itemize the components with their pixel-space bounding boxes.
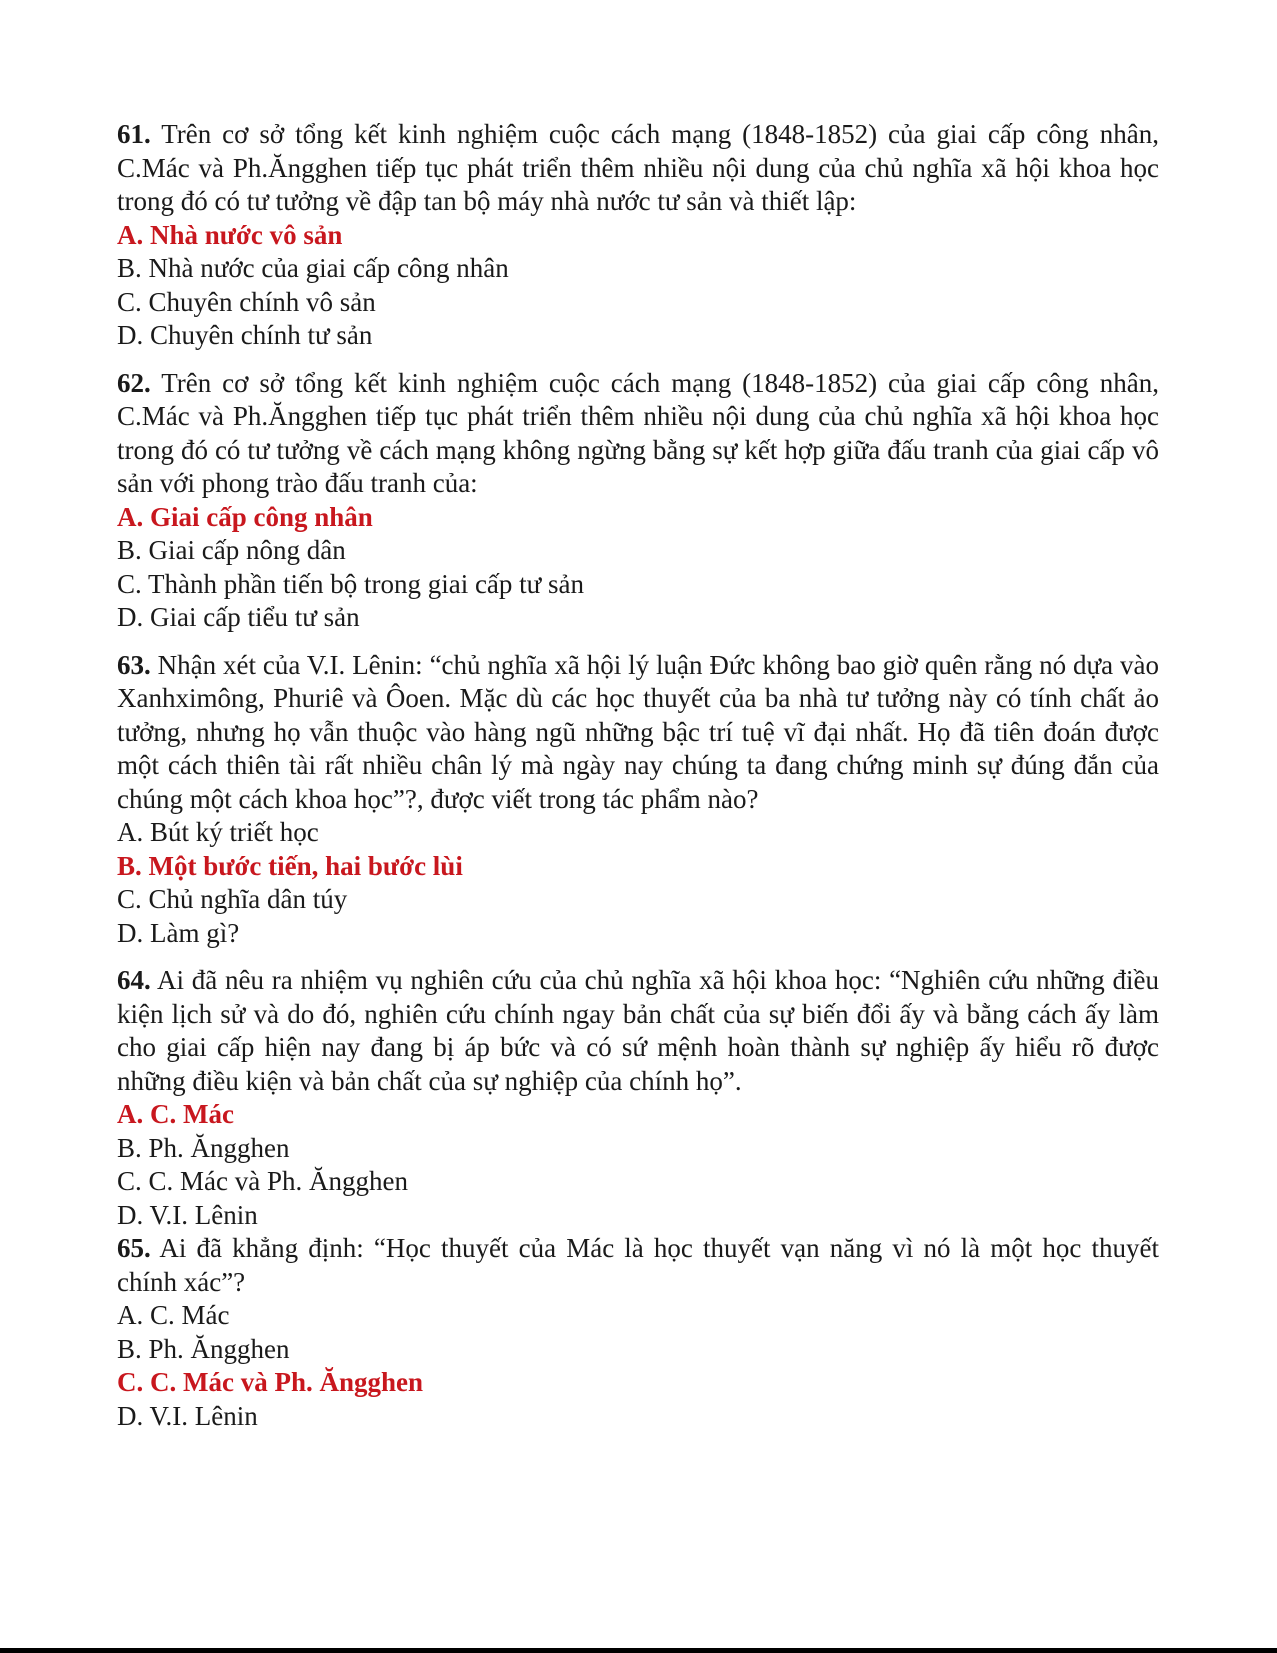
answer-options <box>117 816 1159 950</box>
answer-option-a: A. Bút ký triết học <box>117 817 319 847</box>
answer-option-c: C. C. Mác và Ph. Ăngghen <box>117 1367 424 1397</box>
answer-options <box>117 1098 1159 1232</box>
answer-option-c: C. C. Mác và Ph. Ăngghen <box>117 1166 408 1196</box>
question-text: Trên cơ sở tổng kết kinh nghiệm cuộc cách mạng (1848-1852) của giai cấp công nhân, C.Mác và Ph.Ăngghen tiếp tục phát triển thêm nhiều nội dung của chủ nghĩa xã hội khoa học trong đó có tư tưởng về đập tan bộ máy nhà nước tư sản và thiết lập: <box>117 119 1159 216</box>
question-number: 62. <box>117 367 151 398</box>
answer-option-c: C. Thành phần tiến bộ trong giai cấp tư sản <box>117 568 585 599</box>
answer-option-a: A. C. Mác <box>117 1099 234 1129</box>
question-text: Trên cơ sở tổng kết kinh nghiệm cuộc cách mạng (1848-1852) của giai cấp công nhân, C.Mác và Ph.Ăngghen tiếp tục phát triển thêm nhiều nội dung của chủ nghĩa xã hội khoa học trong đó có tư tưởng về cách mạng không ngừng bằng sự kết hợp giữa đấu tranh của giai cấp vô sản với phong trào đấu tranh của: <box>117 367 1159 498</box>
answer-option-d: D. V.I. Lênin <box>117 1400 258 1431</box>
bottom-border <box>0 1648 1277 1653</box>
question-stem <box>117 964 1159 1098</box>
answer-option-d: D. V.I. Lênin <box>117 1199 258 1230</box>
document-page <box>117 118 1159 1447</box>
question-stem <box>117 649 1159 817</box>
question-64 <box>117 964 1159 1232</box>
answer-option-c: C. Chủ nghĩa dân túy <box>117 884 348 914</box>
answer-options <box>117 501 1159 635</box>
answer-option-b: B. Một bước tiến, hai bước lùi <box>117 850 463 881</box>
answer-option-a: A. C. Mác <box>117 1300 230 1330</box>
question-number: 64. <box>117 965 151 995</box>
answer-option-b: B. Nhà nước của giai cấp công nhân <box>117 253 509 283</box>
question-number: 63. <box>117 649 151 680</box>
question-stem <box>117 118 1159 219</box>
answer-option-b: B. Giai cấp nông dân <box>117 535 346 565</box>
answer-option-d: D. Làm gì? <box>117 917 240 948</box>
answer-option-c: C. Chuyên chính vô sản <box>117 286 376 317</box>
question-61 <box>117 118 1159 353</box>
question-62 <box>117 367 1159 635</box>
answer-option-a: A. Giai cấp công nhân <box>117 501 373 532</box>
question-63 <box>117 649 1159 951</box>
question-number: 61. <box>117 119 151 149</box>
question-number: 65. <box>117 1233 151 1263</box>
answer-option-b: B. Ph. Ăngghen <box>117 1132 290 1163</box>
question-65 <box>117 1232 1159 1433</box>
question-text: Ai đã nêu ra nhiệm vụ nghiên cứu của chủ nghĩa xã hội khoa học: “Nghiên cứu những điều kiện lịch sử và do đó, nghiên cứu chính ngay bản chất của sự biến đổi ấy và bằng cách ấy làm cho giai cấp hiện nay đang bị áp bức và có sứ mệnh hoàn thành sự nghiệp ấy hiểu rõ được những điều kiện và bản chất của sự nghiệp của chính họ”. <box>117 965 1159 1096</box>
answer-option-d: D. Giai cấp tiểu tư sản <box>117 602 360 632</box>
question-stem <box>117 1232 1159 1299</box>
question-text: Ai đã khẳng định: “Học thuyết của Mác là học thuyết vạn năng vì nó là một học thuyết chính xác”? <box>117 1233 1159 1297</box>
answer-option-a: A. Nhà nước vô sản <box>117 219 343 250</box>
question-stem <box>117 367 1159 501</box>
answer-options <box>117 1299 1159 1433</box>
question-text: Nhận xét của V.I. Lênin: “chủ nghĩa xã hội lý luận Đức không bao giờ quên rằng nó dựa vào Xanhximông, Phuriê và Ôoen. Mặc dù các học thuyết của ba nhà tư tưởng này có tính chất ảo tưởng, nhưng họ vẫn thuộc vào hàng ngũ những bậc trí tuệ vĩ đại nhất. Họ đã tiên đoán được một cách thiên tài rất nhiều chân lý mà ngày nay chúng ta đang chứng minh sự đúng đắn của chúng một cách khoa học”?, được viết trong tác phẩm nào? <box>117 649 1159 814</box>
answer-option-b: B. Ph. Ăngghen <box>117 1333 290 1364</box>
answer-option-d: D. Chuyên chính tư sản <box>117 320 373 350</box>
answer-options <box>117 219 1159 353</box>
